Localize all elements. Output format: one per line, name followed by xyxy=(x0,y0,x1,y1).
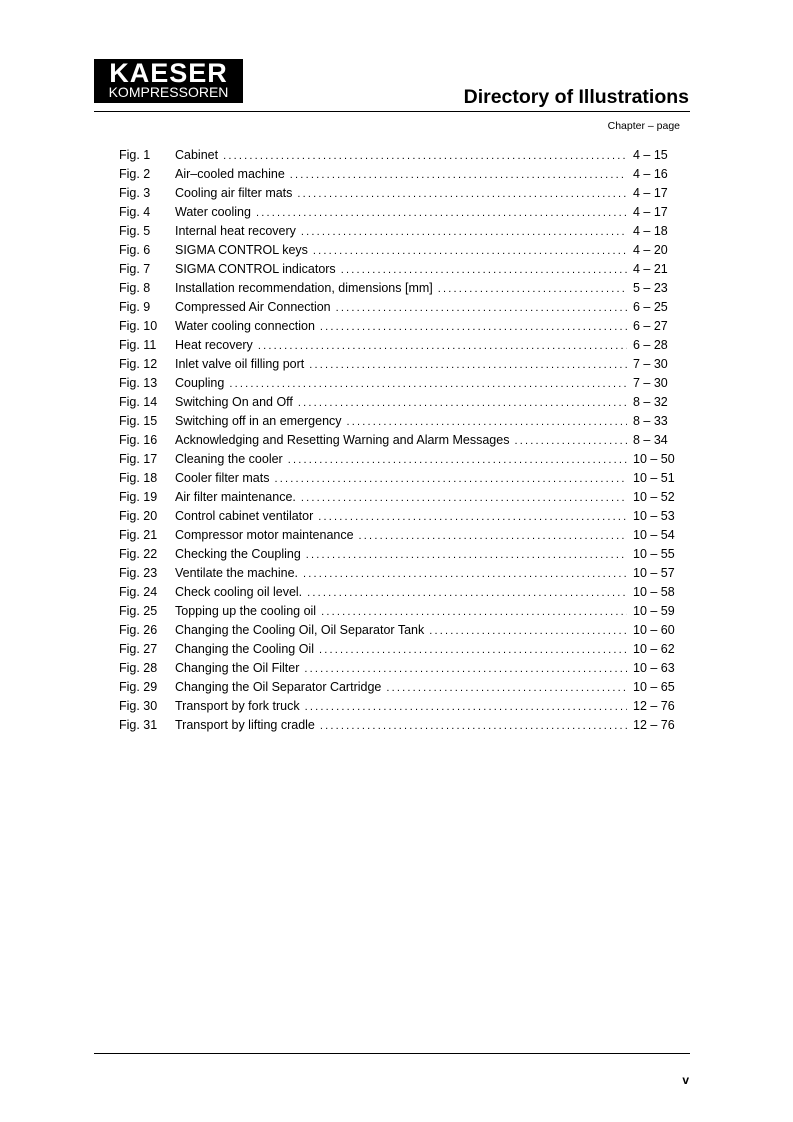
figure-number: Fig. 18 xyxy=(119,471,158,485)
kaeser-logo xyxy=(94,59,243,103)
toc-entry[interactable] xyxy=(119,241,681,260)
figure-title: Cleaning the cooler xyxy=(175,452,283,466)
dot-leader xyxy=(318,508,627,527)
figure-title: Transport by fork truck xyxy=(175,699,300,713)
toc-entry[interactable] xyxy=(119,469,681,488)
figure-number: Fig. 23 xyxy=(119,566,158,580)
figure-page-ref: 10 – 52 xyxy=(633,490,675,504)
figure-title: Control cabinet ventilator xyxy=(175,509,314,523)
dot-leader xyxy=(336,299,627,318)
column-label-chapter-page: Chapter – page xyxy=(607,120,680,132)
figure-title: Cooling air filter mats xyxy=(175,186,293,200)
figure-number: Fig. 13 xyxy=(119,376,158,390)
figure-number: Fig. 1 xyxy=(119,148,151,162)
toc-entry[interactable] xyxy=(119,317,681,336)
dot-leader xyxy=(301,223,627,242)
figure-title: Switching On and Off xyxy=(175,395,293,409)
figure-number: Fig. 17 xyxy=(119,452,158,466)
dot-leader xyxy=(319,641,627,660)
figure-title: Changing the Oil Separator Cartridge xyxy=(175,680,382,694)
figure-page-ref: 10 – 54 xyxy=(633,528,675,542)
dot-leader xyxy=(320,717,627,736)
figure-page-ref: 6 – 27 xyxy=(633,319,668,333)
dot-leader xyxy=(386,679,627,698)
figure-number: Fig. 24 xyxy=(119,585,158,599)
figure-number: Fig. 10 xyxy=(119,319,158,333)
toc-entry[interactable] xyxy=(119,450,681,469)
figure-page-ref: 6 – 25 xyxy=(633,300,668,314)
dot-leader xyxy=(229,375,627,394)
figure-page-ref: 10 – 55 xyxy=(633,547,675,561)
dot-leader xyxy=(305,698,627,717)
toc-entry[interactable] xyxy=(119,659,681,678)
toc-entry[interactable] xyxy=(119,621,681,640)
dot-leader xyxy=(359,527,627,546)
figure-page-ref: 10 – 63 xyxy=(633,661,675,675)
dot-leader xyxy=(429,622,627,641)
figure-number: Fig. 25 xyxy=(119,604,158,618)
figure-title: Compressed Air Connection xyxy=(175,300,331,314)
figure-number: Fig. 6 xyxy=(119,243,151,257)
figure-page-ref: 10 – 65 xyxy=(633,680,675,694)
toc-entry[interactable] xyxy=(119,260,681,279)
figure-title: Heat recovery xyxy=(175,338,253,352)
figure-page-ref: 8 – 32 xyxy=(633,395,668,409)
figure-title: Inlet valve oil filling port xyxy=(175,357,305,371)
dot-leader xyxy=(298,394,627,413)
figure-page-ref: 10 – 53 xyxy=(633,509,675,523)
figure-title: Coupling xyxy=(175,376,225,390)
toc-entry[interactable] xyxy=(119,431,681,450)
dot-leader xyxy=(303,565,627,584)
dot-leader xyxy=(223,147,627,166)
dot-leader xyxy=(288,451,627,470)
figure-number: Fig. 8 xyxy=(119,281,151,295)
logo-subtitle: KOMPRESSOREN xyxy=(108,84,229,100)
figure-number: Fig. 3 xyxy=(119,186,151,200)
toc-entry[interactable] xyxy=(119,697,681,716)
figure-number: Fig. 4 xyxy=(119,205,151,219)
dot-leader xyxy=(313,242,627,261)
toc-entry[interactable] xyxy=(119,165,681,184)
figure-title: Switching off in an emergency xyxy=(175,414,342,428)
toc-entry[interactable] xyxy=(119,222,681,241)
dot-leader xyxy=(304,660,627,679)
dot-leader xyxy=(341,261,627,280)
figure-number: Fig. 14 xyxy=(119,395,158,409)
figure-page-ref: 8 – 34 xyxy=(633,433,668,447)
toc-entry[interactable] xyxy=(119,355,681,374)
figure-page-ref: 5 – 23 xyxy=(633,281,668,295)
figure-title: SIGMA CONTROL indicators xyxy=(175,262,336,276)
figure-number: Fig. 19 xyxy=(119,490,158,504)
figure-title: Installation recommendation, dimensions [mm] xyxy=(175,281,433,295)
logo-wordmark: KAESER xyxy=(109,58,228,88)
dot-leader xyxy=(297,185,627,204)
toc-entry[interactable] xyxy=(119,678,681,697)
figure-title: Cabinet xyxy=(175,148,219,162)
figure-number: Fig. 21 xyxy=(119,528,158,542)
figure-number: Fig. 30 xyxy=(119,699,158,713)
figure-page-ref: 4 – 20 xyxy=(633,243,668,257)
dot-leader xyxy=(306,546,627,565)
figure-page-ref: 10 – 59 xyxy=(633,604,675,618)
dot-leader xyxy=(514,432,627,451)
figure-number: Fig. 22 xyxy=(119,547,158,561)
figure-title: SIGMA CONTROL keys xyxy=(175,243,308,257)
figure-number: Fig. 16 xyxy=(119,433,158,447)
figure-title: Acknowledging and Resetting Warning and Alarm Messages xyxy=(175,433,510,447)
toc-entry[interactable] xyxy=(119,412,681,431)
figure-title: Internal heat recovery xyxy=(175,224,296,238)
toc-entry[interactable] xyxy=(119,336,681,355)
figure-page-ref: 4 – 16 xyxy=(633,167,668,181)
figure-page-ref: 4 – 21 xyxy=(633,262,668,276)
dot-leader xyxy=(307,584,627,603)
figure-number: Fig. 7 xyxy=(119,262,151,276)
figure-number: Fig. 28 xyxy=(119,661,158,675)
figure-title: Topping up the cooling oil xyxy=(175,604,317,618)
toc-entry[interactable] xyxy=(119,279,681,298)
header-rule xyxy=(94,111,690,112)
figure-number: Fig. 12 xyxy=(119,357,158,371)
figure-page-ref: 10 – 51 xyxy=(633,471,675,485)
dot-leader xyxy=(438,280,627,299)
toc-entry[interactable] xyxy=(119,374,681,393)
figure-title: Air–cooled machine xyxy=(175,167,285,181)
figure-title: Check cooling oil level. xyxy=(175,585,303,599)
toc-entry[interactable] xyxy=(119,526,681,545)
figure-page-ref: 10 – 50 xyxy=(633,452,675,466)
figure-page-ref: 10 – 58 xyxy=(633,585,675,599)
toc-entry[interactable] xyxy=(119,488,681,507)
figure-number: Fig. 26 xyxy=(119,623,158,637)
figure-page-ref: 10 – 57 xyxy=(633,566,675,580)
figure-number: Fig. 20 xyxy=(119,509,158,523)
figure-title: Transport by lifting cradle xyxy=(175,718,315,732)
dot-leader xyxy=(256,204,627,223)
figure-page-ref: 7 – 30 xyxy=(633,376,668,390)
toc-entry[interactable] xyxy=(119,203,681,222)
figure-number: Fig. 11 xyxy=(119,338,157,352)
figure-page-ref: 4 – 18 xyxy=(633,224,668,238)
figure-page-ref: 4 – 15 xyxy=(633,148,668,162)
dot-leader xyxy=(290,166,627,185)
figure-number: Fig. 29 xyxy=(119,680,158,694)
figure-title: Changing the Cooling Oil, Oil Separator Tank xyxy=(175,623,425,637)
figure-page-ref: 8 – 33 xyxy=(633,414,668,428)
figure-page-ref: 12 – 76 xyxy=(633,718,675,732)
figure-title: Ventilate the machine. xyxy=(175,566,298,580)
figure-page-ref: 10 – 60 xyxy=(633,623,675,637)
figure-page-ref: 10 – 62 xyxy=(633,642,675,656)
figure-title: Water cooling xyxy=(175,205,251,219)
figure-page-ref: 4 – 17 xyxy=(633,186,668,200)
figure-page-ref: 6 – 28 xyxy=(633,338,668,352)
figure-number: Fig. 9 xyxy=(119,300,151,314)
toc-entry[interactable] xyxy=(119,583,681,602)
toc-entry[interactable] xyxy=(119,507,681,526)
illustration-list xyxy=(119,146,681,735)
footer-rule xyxy=(94,1053,690,1054)
page-title: Directory of Illustrations xyxy=(463,86,689,108)
figure-page-ref: 12 – 76 xyxy=(633,699,675,713)
figure-number: Fig. 5 xyxy=(119,224,151,238)
figure-title: Checking the Coupling xyxy=(175,547,301,561)
figure-title: Changing the Cooling Oil xyxy=(175,642,314,656)
dot-leader xyxy=(258,337,627,356)
dot-leader xyxy=(301,489,627,508)
toc-entry[interactable] xyxy=(119,602,681,621)
toc-entry[interactable] xyxy=(119,640,681,659)
dot-leader xyxy=(320,318,627,337)
page-number: v xyxy=(682,1073,689,1087)
toc-entry[interactable] xyxy=(119,298,681,317)
figure-number: Fig. 27 xyxy=(119,642,158,656)
figure-title: Cooler filter mats xyxy=(175,471,270,485)
dot-leader xyxy=(274,470,627,489)
figure-title: Changing the Oil Filter xyxy=(175,661,300,675)
figure-title: Water cooling connection xyxy=(175,319,315,333)
dot-leader xyxy=(321,603,627,622)
dot-leader xyxy=(309,356,627,375)
toc-entry[interactable] xyxy=(119,146,681,165)
toc-entry[interactable] xyxy=(119,184,681,203)
toc-entry[interactable] xyxy=(119,564,681,583)
figure-title: Compressor motor maintenance xyxy=(175,528,354,542)
figure-number: Fig. 31 xyxy=(119,718,158,732)
dot-leader xyxy=(347,413,627,432)
figure-title: Air filter maintenance. xyxy=(175,490,296,504)
figure-page-ref: 7 – 30 xyxy=(633,357,668,371)
figure-number: Fig. 2 xyxy=(119,167,151,181)
figure-page-ref: 4 – 17 xyxy=(633,205,668,219)
toc-entry[interactable] xyxy=(119,545,681,564)
toc-entry[interactable] xyxy=(119,716,681,735)
toc-entry[interactable] xyxy=(119,393,681,412)
figure-number: Fig. 15 xyxy=(119,414,158,428)
